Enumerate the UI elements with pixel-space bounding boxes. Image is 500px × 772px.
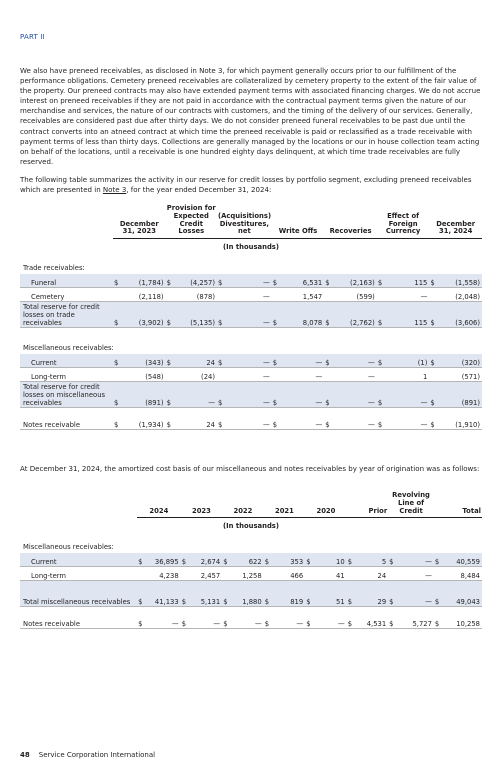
units-label: (In thousands) [223,522,279,531]
table-cell: 49,043 [442,581,482,607]
table-row: Funeral $ (1,784) $ (4,257) $ — $ 6,531 $ (2,163) $ 115 $ (1,558) [20,274,482,288]
table-cell: 4,238 [146,567,181,581]
table-cell: (1,558) [438,274,482,288]
row-label: Total miscellaneous receivables [20,581,137,607]
table-cell: (891) [122,382,166,408]
table-cell: 2,674 [189,553,222,567]
table-cell: 2,457 [189,567,222,581]
table-cell: 10,258 [442,615,482,629]
table-cell: (343) [122,354,166,368]
page-footer [20,751,155,759]
table-cell: — [333,354,377,368]
table-cell: — [226,354,272,368]
table-cell: — [386,382,430,408]
intro-text-end: , for the year ended December 31, 2024: [126,185,272,195]
table-cell: — [333,368,377,382]
table-cell: 115 [386,302,430,328]
table-cell: 466 [272,567,305,581]
table-cell: 24 [174,416,217,430]
table-cell: 5,727 [397,615,434,629]
table-row [20,288,482,302]
column-header: 2021 [264,492,306,518]
row-label: Total reserve for credit losses on miscellaneous receivables [20,382,113,408]
table-row: Notes receivable $ (1,934) $ 24 $ — $ — $ — $ — $ (1,910) [20,416,482,430]
table-cell: — [314,615,347,629]
table-cell: (891) [438,382,482,408]
table-cell: 51 [314,581,347,607]
column-header: 2020 [305,492,347,518]
table-cell: — [226,382,272,408]
table-cell: (4,257) [174,274,217,288]
column-header: 2024 [137,492,181,518]
column-header: Provision for Expected Credit Losses [166,205,217,239]
table-cell: — [397,567,434,581]
table-cell: — [280,354,324,368]
table-cell: 5 [355,553,388,567]
table-cell: — [226,416,272,430]
table-cell: 40,559 [442,553,482,567]
row-label: Funeral [20,274,113,288]
table-cell: — [226,288,272,302]
table-cell: — [280,368,324,382]
row-label: Current [20,553,137,567]
column-header: December 31, 2023 [113,205,166,239]
note-3-link[interactable]: Note 3 [102,185,127,195]
table-cell: 115 [386,274,430,288]
table-cell: 24 [355,567,388,581]
column-header: Write Offs [272,205,325,239]
table-cell: (320) [438,354,482,368]
row-label: Notes receivable [20,615,137,629]
part-label: PART II [20,33,45,41]
page-number: 48 [20,751,30,759]
table-cell: — [333,416,377,430]
table-cell: (2,163) [333,274,377,288]
table-cell: (3,606) [438,302,482,328]
table-cell: 24 [174,354,217,368]
table-row-total: Total miscellaneous receivables $ 41,133 $ 5,131 $ 1,880 $ 819 $ 51 $ 29 $ — $ 49,043 [20,581,482,607]
table-cell: (3,902) [122,302,166,328]
amortized-cost-table [20,492,482,629]
section-row [20,533,482,553]
section-label: Trade receivables: [23,264,85,273]
table-cell: (2,762) [333,302,377,328]
table-row: Current $ (343) $ 24 $ — $ — $ — $ (1) $ (320) [20,354,482,368]
table-cell: 8,484 [442,567,482,581]
paragraph-preneed-receivables: We also have preneed receivables, as disclosed in Note 3, for which payment generally occurs prior to our fulfillment of the performance obligations. Cemetery preneed receivables are collateralized by cemetery property to the extent of the fair value of the property. Our preneed contracts may also have extended payment terms with associated financing charges. We do not accrue interest on preneed receivables if they are not paid in accordance with the contractual payment terms given the nature of our merchandise and services, the nature of our contracts with customers, and the timing of the delivery of our services. Generally, receivables are considered past due after thirty days. We do not consider preneed funeral receivables to be past due until the contract converts into an atneed contract at which time the preneed receivable is paid or reclassified as a trade receivable with payment terms of less than thirty days. Collections are generally managed by the locations or our in house collection team acting on behalf of the locations, until a receivable is one hundred eighty days delinquent, at which time trade receivables are fully reserved. [20,66,481,166]
table-cell: (5,135) [174,302,217,328]
table-cell: — [397,581,434,607]
table-cell: 622 [231,553,264,567]
paragraph-table-intro [20,175,482,195]
table-cell: (2,118) [122,288,166,302]
table-cell: 353 [272,553,305,567]
table-row [20,368,482,382]
section-row [20,328,482,355]
table-row: Notes receivable $ — $ — $ — $ — $ — $ 4,531 $ 5,727 $ 10,258 [20,615,482,629]
section-label: Miscellaneous receivables: [23,343,114,352]
table-cell: (2,048) [438,288,482,302]
table-row [20,567,482,581]
column-header: 2023 [181,492,223,518]
table-cell: — [226,302,272,328]
column-header: Effect of Foreign Currency [377,205,430,239]
intro-text: The following table summarizes the activity in our reserve for credit losses by portfolio segment, excluding preneed receivables which are presented in [20,175,472,195]
company-name: Service Corporation International [38,751,156,759]
column-header: (Acquisitions) Divestitures, net [217,205,272,239]
table-cell: — [174,382,217,408]
table-cell: 1 [386,368,430,382]
credit-loss-reserve-table [20,205,482,430]
table-row-total: Total reserve for credit losses on trade receivables $ (3,902) $ (5,135) $ — $ 8,078 $ (2,762) $ 115 $ (3,606) [20,302,482,328]
table-cell: (599) [333,288,377,302]
table-header-row [20,205,482,239]
table-cell: (1) [386,354,430,368]
row-label: Long-term [20,567,137,581]
table-cell: (878) [174,288,217,302]
table-cell: — [272,615,305,629]
table-cell: 1,547 [280,288,324,302]
column-header: December 31, 2024 [429,205,482,239]
row-label: Long-term [20,368,113,382]
column-header: Prior [347,492,388,518]
table-cell: — [280,382,324,408]
column-header: Revolving Line of Credit [388,492,434,518]
table-cell: (1,784) [122,274,166,288]
section-label: Miscellaneous receivables: [23,543,114,552]
table-cell: (1,910) [438,416,482,430]
row-label: Current [20,354,113,368]
table-cell: — [280,416,324,430]
table-header-row [20,492,482,518]
table-cell: 1,258 [231,567,264,581]
paragraph-amortized-cost: At December 31, 2024, the amortized cost basis of our miscellaneous and notes receivables by year of origination was as follows: [20,464,480,473]
table-cell: 6,531 [280,274,324,288]
table-cell: 4,531 [355,615,388,629]
table-row-total: Total reserve for credit losses on miscellaneous receivables $ (891) $ — $ — $ — $ — $ — $ (891) [20,382,482,408]
column-header: 2022 [222,492,264,518]
table-cell: 10 [314,553,347,567]
table-cell: 819 [272,581,305,607]
table-cell: 5,131 [189,581,222,607]
table-cell: (24) [174,368,217,382]
table-cell: (571) [438,368,482,382]
units-label: (In thousands) [223,243,279,252]
column-header: Total [434,492,482,518]
table-cell: (548) [122,368,166,382]
table-cell: — [386,416,430,430]
units-row [20,518,482,534]
table-cell: 41,133 [146,581,181,607]
row-label: Cemetery [20,288,113,302]
section-row [20,254,482,274]
units-row [20,239,482,255]
table-cell: 41 [314,567,347,581]
row-label: Total reserve for credit losses on trade receivables [20,302,113,328]
table-cell: — [333,382,377,408]
table-cell: 1,880 [231,581,264,607]
table-cell: — [146,615,181,629]
table-cell: — [226,368,272,382]
table-cell: 29 [355,581,388,607]
table-cell: 36,895 [146,553,181,567]
row-label: Notes receivable [20,416,113,430]
table-cell: — [189,615,222,629]
table-cell: — [386,288,430,302]
table-cell: (1,934) [122,416,166,430]
table-row: Current $ 36,895 $ 2,674 $ 622 $ 353 $ 10 $ 5 $ — $ 40,559 [20,553,482,567]
table-cell: — [226,274,272,288]
table-cell: — [231,615,264,629]
table-cell: — [397,553,434,567]
column-header: Recoveries [324,205,377,239]
table-cell: 8,078 [280,302,324,328]
